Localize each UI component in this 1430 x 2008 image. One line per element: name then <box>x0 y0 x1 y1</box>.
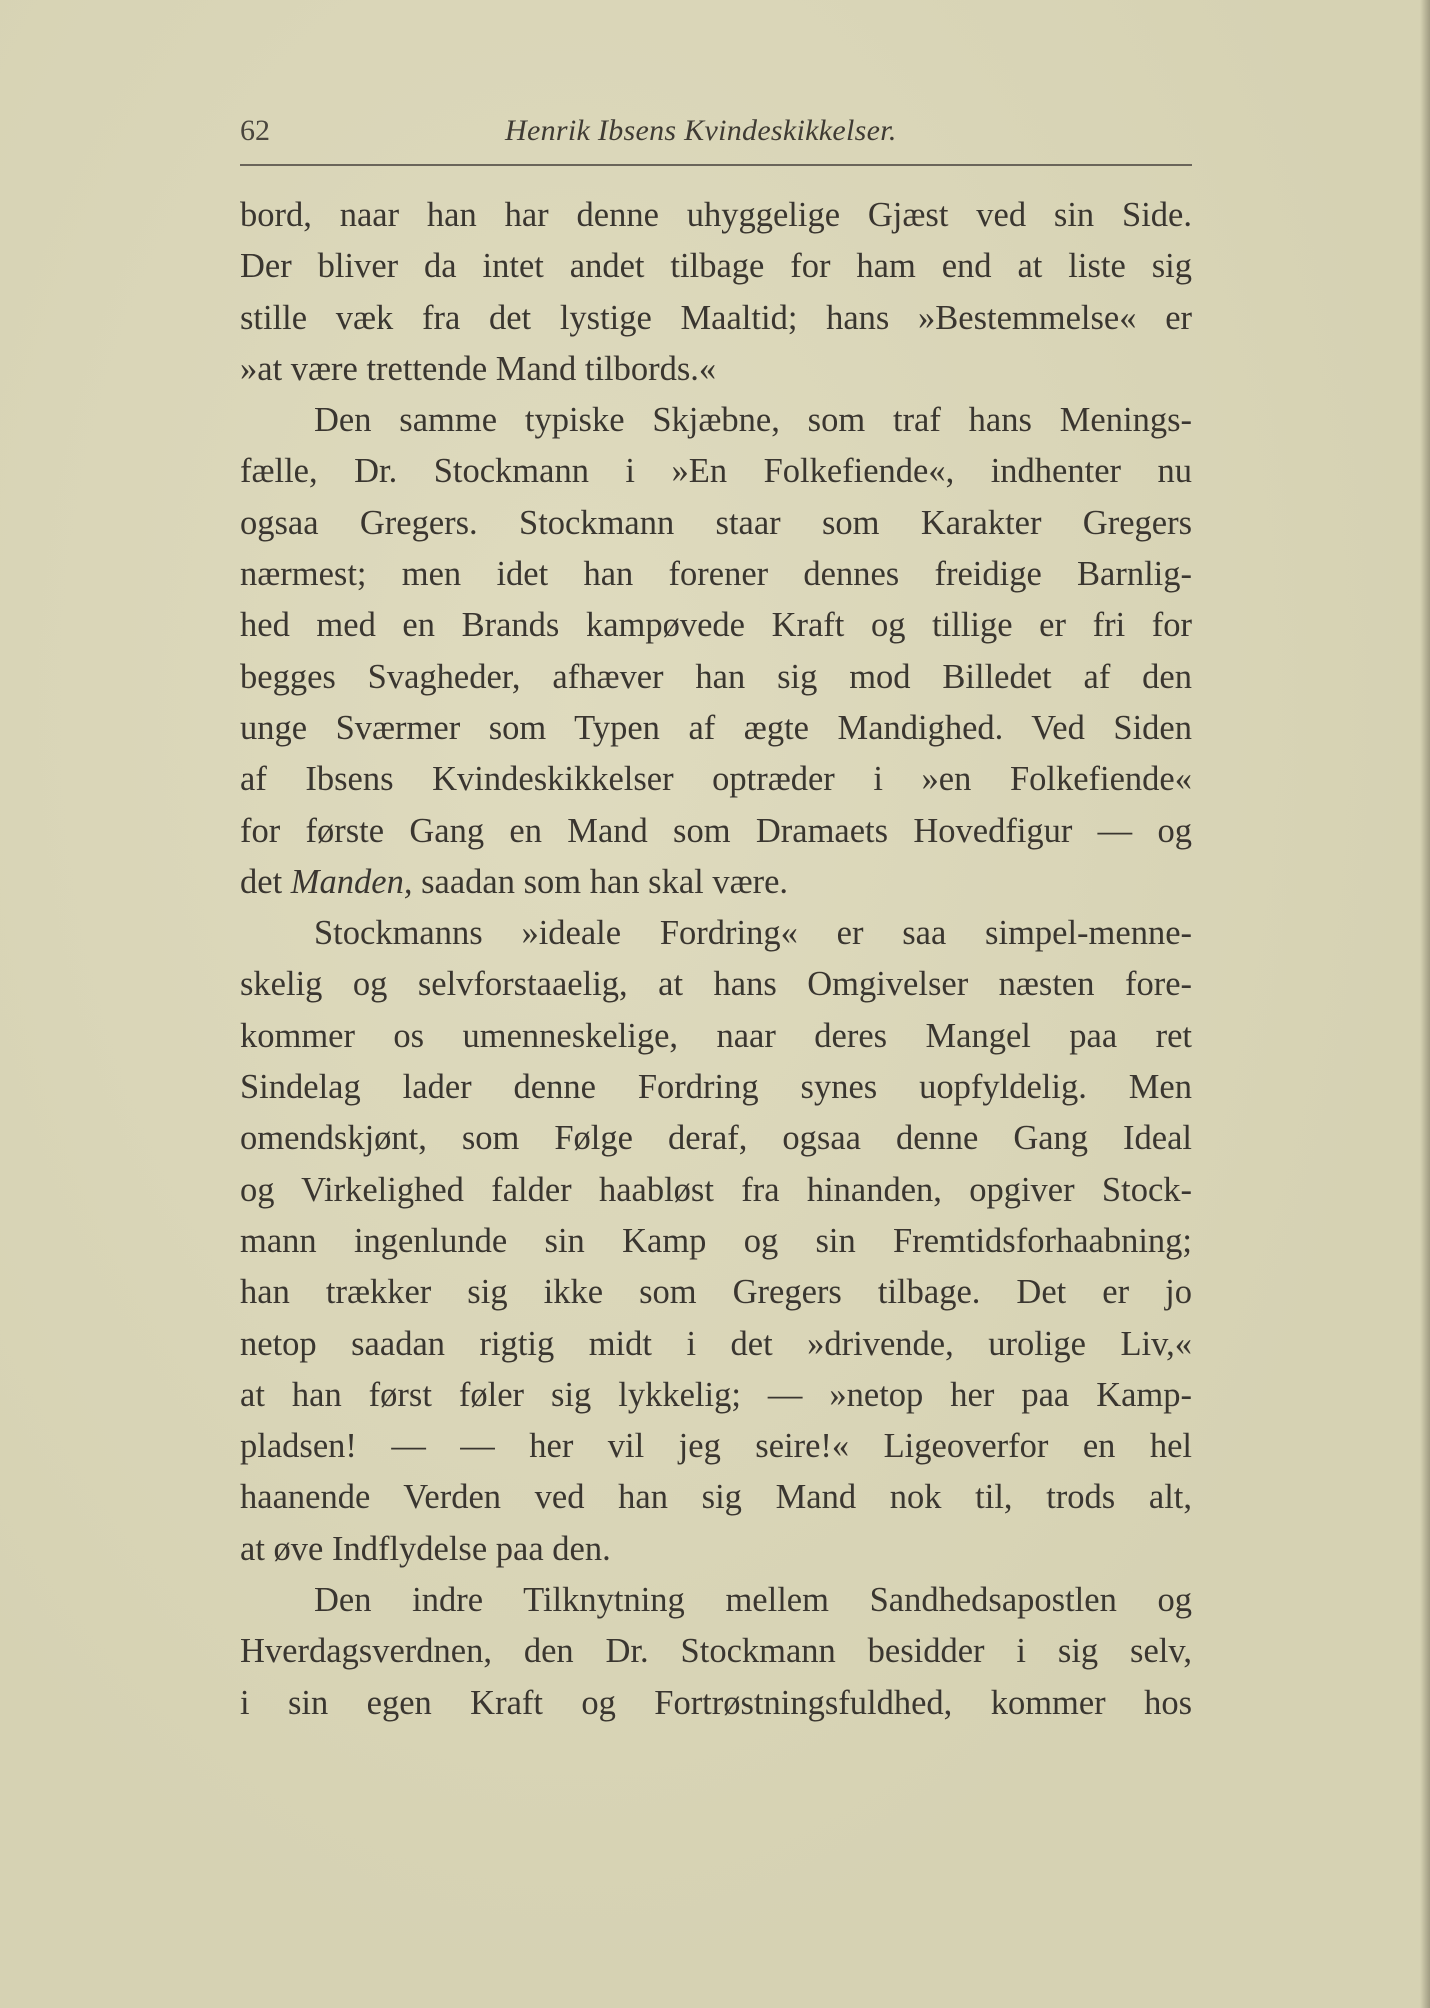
page-header <box>240 108 1192 166</box>
page-edge-shadow <box>1420 0 1430 2008</box>
text-line: Den samme typiske Skjæbne, som traf hans Menings- <box>314 401 1192 440</box>
text-line: af Ibsens Kvindeskikkelser optræder i »en Folkefiende« <box>240 760 1192 799</box>
text-line: at han først føler sig lykkelig; — »netop her paa Kamp- <box>240 1375 1192 1414</box>
text-line: Den indre Tilknytning mellem Sandhedsapostlen og <box>314 1581 1192 1620</box>
text-line: nærmest; men idet han forener dennes freidige Barnlig- <box>240 555 1192 594</box>
text-line: og Virkelighed falder haabløst fra hinanden, opgiver Stock- <box>240 1170 1192 1209</box>
text-line: begges Svagheder, afhæver han sig mod Billedet af den <box>240 657 1192 696</box>
text-line: haanende Verden ved han sig Mand nok til, trods alt, <box>240 1478 1192 1517</box>
text-line: han trækker sig ikke som Gregers tilbage. Det er jo <box>240 1273 1192 1312</box>
text-line: omendskjønt, som Følge deraf, ogsaa denne Gang Ideal <box>240 1119 1192 1158</box>
page-number: 62 <box>240 114 270 147</box>
text-line: unge Sværmer som Typen af ægte Mandighed. Ved Siden <box>240 708 1192 747</box>
text-line: Sindelag lader denne Fordring synes uopfyldelig. Men <box>240 1068 1192 1107</box>
text-line: skelig og selvforstaaelig, at hans Omgivelser næsten fore- <box>240 965 1192 1004</box>
text-line: pladsen! — — her vil jeg seire!« Ligeoverfor en hel <box>240 1427 1192 1466</box>
text-line: Stockmanns »ideale Fordring« er saa simpel-menne- <box>314 914 1192 953</box>
body-text <box>240 190 1192 1729</box>
text-line: mann ingenlunde sin Kamp og sin Fremtidsforhaabning; <box>240 1221 1192 1260</box>
text-fragment: saadan som han skal være. <box>412 862 789 901</box>
text-line: hed med en Brands kampøvede Kraft og tillige er fri for <box>240 606 1192 645</box>
text-line: Hverdagsverdnen, den Dr. Stockmann besidder i sig selv, <box>240 1632 1192 1671</box>
text-line: bord, naar han har denne uhyggelige Gjæst ved sin Side. <box>240 196 1192 234</box>
text-line: stille væk fra det lystige Maaltid; hans »Bestemmelse« er <box>240 298 1192 337</box>
paragraph-3 <box>240 908 1192 1575</box>
text-fragment: det <box>240 862 291 901</box>
text-line: i sin egen Kraft og Fortrøstningsfuldhed, kommer hos <box>240 1683 1192 1722</box>
paragraph-4 <box>240 1575 1192 1729</box>
running-title: Henrik Ibsens Kvindeskikkelser. <box>505 114 897 147</box>
text-line: Der bliver da intet andet tilbage for ham end at liste sig <box>240 247 1192 286</box>
text-line: »at være trettende Mand tilbords.« <box>240 349 717 388</box>
text-line: for første Gang en Mand som Dramaets Hovedfigur — og <box>240 811 1192 850</box>
text-line: at øve Indflydelse paa den. <box>240 1529 611 1568</box>
text-line: ogsaa Gregers. Stockmann staar som Karakter Gregers <box>240 503 1192 542</box>
paragraph-2 <box>240 395 1192 908</box>
text-line: kommer os umenneskelige, naar deres Mangel paa ret <box>240 1016 1192 1055</box>
text-line: fælle, Dr. Stockmann i »En Folkefiende«, indhenter nu <box>240 452 1192 491</box>
text-line <box>240 857 1192 908</box>
paragraph-1 <box>240 190 1192 395</box>
text-line: netop saadan rigtig midt i det »drivende, urolige Liv,« <box>240 1324 1192 1363</box>
italic-emphasis: Manden, <box>290 862 413 901</box>
